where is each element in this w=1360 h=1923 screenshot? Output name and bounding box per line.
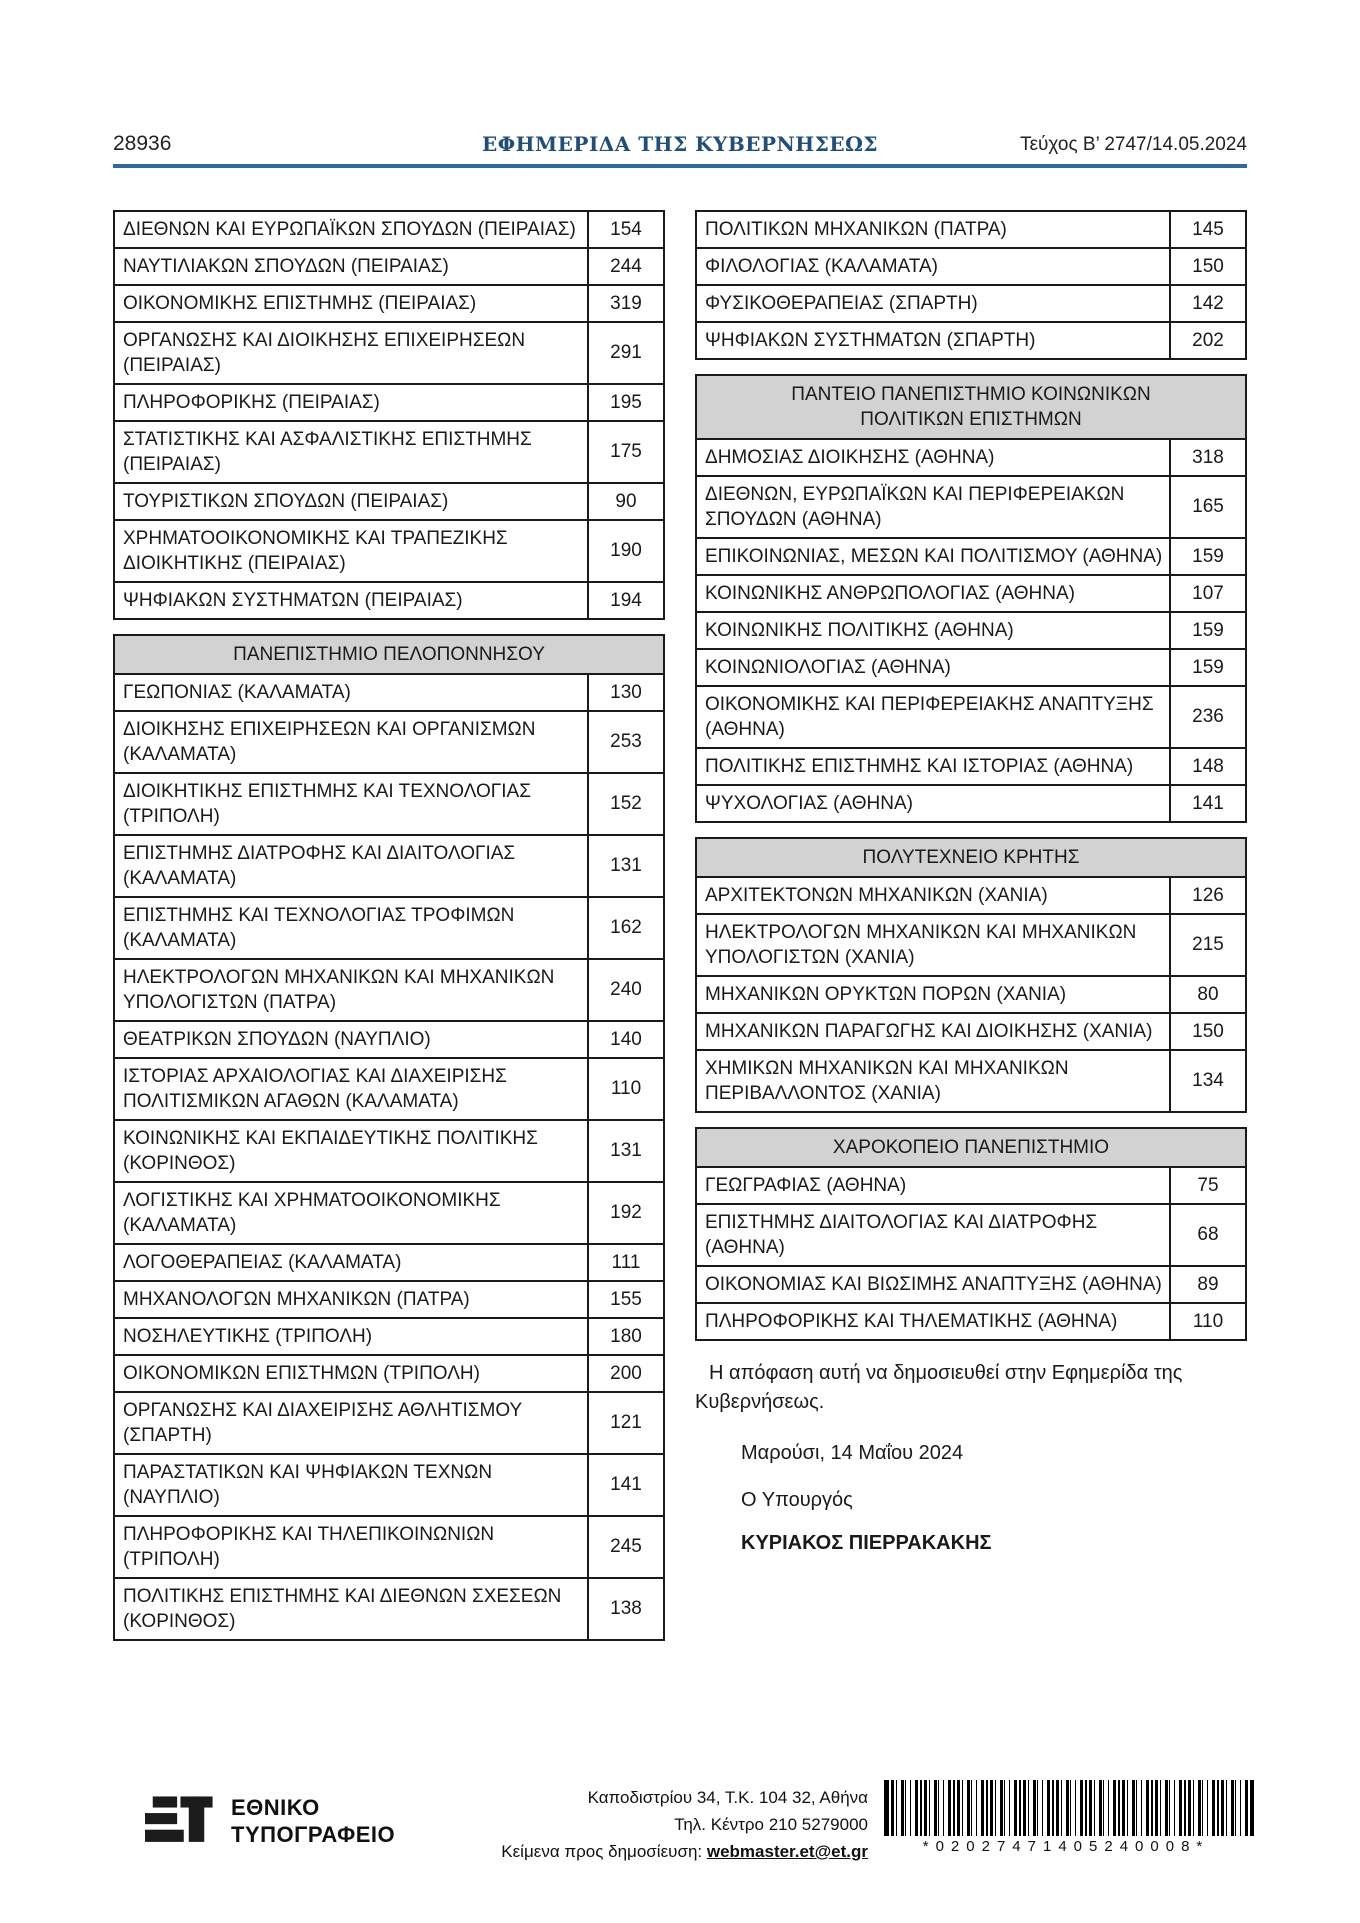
content-columns <box>113 210 1247 1655</box>
national-printing-house-logo <box>145 1782 395 1858</box>
admissions-count: 180 <box>587 1319 663 1354</box>
department-name: ΕΠΙΣΤΗΜΗΣ ΔΙΑΤΡΟΦΗΣ ΚΑΙ ΔΙΑΙΤΟΛΟΓΙΑΣ (ΚΑΛΑΜΑΤΑ) <box>123 843 516 889</box>
department-name: ΚΟΙΝΩΝΙΟΛΟΓΙΑΣ (ΑΘΗΝΑ) <box>705 657 951 678</box>
submission-label: Κείμενα προς δημοσίευση: <box>501 1842 703 1861</box>
table-row <box>697 574 1245 611</box>
admissions-count: 80 <box>1169 977 1245 1012</box>
barcode-text: *02027471405240008* <box>922 1838 1210 1855</box>
table-row <box>697 284 1245 321</box>
department-name: ΕΠΙΚΟΙΝΩΝΙΑΣ, ΜΕΣΩΝ ΚΑΙ ΠΟΛΙΤΙΣΜΟΥ (ΑΘΗΝΑ) <box>705 546 1163 567</box>
admissions-count: 141 <box>587 1455 663 1515</box>
table-row <box>697 913 1245 975</box>
department-name: ΧΡΗΜΑΤΟΟΙΚΟΝΟΜΙΚΗΣ ΚΑΙ ΤΡΑΠΕΖΙΚΗΣ ΔΙΟΙΚΗΤΙΚΗΣ (ΠΕΙΡΑΙΑΣ) <box>123 528 508 574</box>
admissions-count: 142 <box>1169 286 1245 321</box>
department-name: ΔΗΜΟΣΙΑΣ ΔΙΟΙΚΗΣΗΣ (ΑΘΗΝΑ) <box>705 447 995 468</box>
department-name: ΗΛΕΚΤΡΟΛΟΓΩΝ ΜΗΧΑΝΙΚΩΝ ΚΑΙ ΜΗΧΑΝΙΚΩΝ ΥΠΟΛΟΓΙΣΤΩΝ (ΧΑΝΙΑ) <box>705 922 1137 968</box>
closing-block <box>695 1359 1247 1558</box>
admissions-count: 138 <box>587 1579 663 1639</box>
table-row <box>115 284 663 321</box>
department-name: ΔΙΕΘΝΩΝ, ΕΥΡΩΠΑΪΚΩΝ ΚΑΙ ΠΕΡΙΦΕΡΕΙΑΚΩΝ ΣΠΟΥΔΩΝ (ΑΘΗΝΑ) <box>705 484 1125 530</box>
table-row <box>115 581 663 618</box>
admissions-count: 190 <box>587 521 663 581</box>
left-column <box>113 210 665 1655</box>
table-row <box>697 212 1245 247</box>
table-row <box>697 878 1245 913</box>
admissions-count: 131 <box>587 1121 663 1181</box>
table-row <box>115 519 663 581</box>
admissions-count: 145 <box>1169 212 1245 247</box>
department-name: ΟΙΚΟΝΟΜΙΚΩΝ ΕΠΙΣΤΗΜΩΝ (ΤΡΙΠΟΛΗ) <box>123 1363 480 1384</box>
admissions-count: 159 <box>1169 650 1245 685</box>
table-row <box>115 896 663 958</box>
table-row <box>697 440 1245 475</box>
department-name: ΕΠΙΣΤΗΜΗΣ ΔΙΑΙΤΟΛΟΓΙΑΣ ΚΑΙ ΔΙΑΤΡΟΦΗΣ (ΑΘΗΝΑ) <box>705 1212 1098 1258</box>
university-section-table <box>695 837 1247 1113</box>
admissions-count: 244 <box>587 249 663 284</box>
footer-submission-line <box>448 1838 868 1865</box>
table-row <box>115 1057 663 1119</box>
table-row <box>697 611 1245 648</box>
section-rows <box>115 212 663 618</box>
admissions-count: 107 <box>1169 576 1245 611</box>
table-row <box>115 1354 663 1391</box>
department-name: ΟΙΚΟΝΟΜΙΚΗΣ ΕΠΙΣΤΗΜΗΣ (ΠΕΙΡΑΙΑΣ) <box>123 293 477 314</box>
admissions-count: 111 <box>587 1245 663 1280</box>
gazette-title: ΕΦΗΜΕΡΙΔΑ ΤΗΣ ΚΥΒΕΡΝΗΣΕΩΣ <box>481 132 879 156</box>
table-row <box>115 1020 663 1057</box>
publisher-name-line1: ΕΘΝΙΚΟ <box>231 1795 320 1820</box>
table-row <box>115 482 663 519</box>
admissions-count: 240 <box>587 960 663 1020</box>
table-row <box>697 1302 1245 1339</box>
department-name: ΦΥΣΙΚΟΘΕΡΑΠΕΙΑΣ (ΣΠΑΡΤΗ) <box>705 293 978 314</box>
masthead <box>113 128 1247 162</box>
signatory-name: ΚΥΡΙΑΚΟΣ ΠΙΕΡΡΑΚΑΚΗΣ <box>741 1532 992 1554</box>
department-name: ΘΕΑΤΡΙΚΩΝ ΣΠΟΥΔΩΝ (ΝΑΥΠΛΙΟ) <box>123 1029 431 1050</box>
admissions-count: 126 <box>1169 878 1245 913</box>
university-section-header: ΠΑΝΕΠΙΣΤΗΜΙΟ ΠΕΛΟΠΟΝΝΗΣΟΥ <box>115 636 663 675</box>
table-row <box>697 784 1245 821</box>
table-row <box>697 1012 1245 1049</box>
table-row <box>697 685 1245 747</box>
issue-info: Τεύχος Β’ 2747/14.05.2024 <box>1020 134 1247 155</box>
admissions-count: 131 <box>587 836 663 896</box>
university-section-table <box>113 210 665 620</box>
admissions-count: 215 <box>1169 915 1245 975</box>
admissions-count: 245 <box>587 1517 663 1577</box>
footer-phone: Τηλ. Κέντρο 210 5279000 <box>674 1815 868 1834</box>
table-row <box>115 1119 663 1181</box>
admissions-count: 165 <box>1169 477 1245 537</box>
table-row <box>115 710 663 772</box>
department-name: ΜΗΧΑΝΙΚΩΝ ΟΡΥΚΤΩΝ ΠΟΡΩΝ (ΧΑΝΙΑ) <box>705 984 1067 1005</box>
place-and-date: Μαρούσι, 14 Μαΐου 2024 <box>741 1442 964 1464</box>
table-row <box>697 1203 1245 1265</box>
publisher-name-line2: ΤΥΠΟΓΡΑΦΕΙΟ <box>231 1822 396 1847</box>
page-number: 28936 <box>113 132 172 155</box>
section-rows <box>697 440 1245 821</box>
department-name: ΠΑΡΑΣΤΑΤΙΚΩΝ ΚΑΙ ΨΗΦΙΑΚΩΝ ΤΕΧΝΩΝ (ΝΑΥΠΛΙΟ) <box>123 1462 493 1508</box>
table-row <box>115 1181 663 1243</box>
table-row <box>115 834 663 896</box>
department-name: ΛΟΓΟΘΕΡΑΠΕΙΑΣ (ΚΑΛΑΜΑΤΑ) <box>123 1252 402 1273</box>
table-row <box>115 1391 663 1453</box>
table-row <box>697 321 1245 358</box>
admissions-count: 155 <box>587 1282 663 1317</box>
admissions-count: 200 <box>587 1356 663 1391</box>
admissions-count: 75 <box>1169 1168 1245 1203</box>
department-name: ΣΤΑΤΙΣΤΙΚΗΣ ΚΑΙ ΑΣΦΑΛΙΣΤΙΚΗΣ ΕΠΙΣΤΗΜΗΣ (ΠΕΙΡΑΙΑΣ) <box>123 429 532 475</box>
university-section-table <box>113 634 665 1641</box>
department-name: ΟΡΓΑΝΩΣΗΣ ΚΑΙ ΔΙΟΙΚΗΣΗΣ ΕΠΙΧΕΙΡΗΣΕΩΝ (ΠΕΙΡΑΙΑΣ) <box>123 330 526 376</box>
department-name: ΨΥΧΟΛΟΓΙΑΣ (ΑΘΗΝΑ) <box>705 793 913 814</box>
department-name: ΝΟΣΗΛΕΥΤΙΚΗΣ (ΤΡΙΠΟΛΗ) <box>123 1326 373 1347</box>
admissions-count: 318 <box>1169 440 1245 475</box>
table-row <box>115 321 663 383</box>
signatory-title: Ο Υπουργός <box>741 1489 853 1511</box>
department-name: ΔΙΟΙΚΗΣΗΣ ΕΠΙΧΕΙΡΗΣΕΩΝ ΚΑΙ ΟΡΓΑΝΙΣΜΩΝ (ΚΑΛΑΜΑΤΑ) <box>123 719 536 765</box>
table-row <box>115 383 663 420</box>
table-row <box>697 475 1245 537</box>
admissions-count: 291 <box>587 323 663 383</box>
department-name: ΚΟΙΝΩΝΙΚΗΣ ΚΑΙ ΕΚΠΑΙΔΕΥΤΙΚΗΣ ΠΟΛΙΤΙΚΗΣ (ΚΟΡΙΝΘΟΣ) <box>123 1128 538 1174</box>
admissions-count: 150 <box>1169 1014 1245 1049</box>
department-name: ΚΟΙΝΩΝΙΚΗΣ ΑΝΘΡΩΠΟΛΟΓΙΑΣ (ΑΘΗΝΑ) <box>705 583 1075 604</box>
admissions-count: 154 <box>587 212 663 247</box>
admissions-count: 89 <box>1169 1267 1245 1302</box>
department-name: ΠΟΛΙΤΙΚΩΝ ΜΗΧΑΝΙΚΩΝ (ΠΑΤΡΑ) <box>705 219 1007 240</box>
publisher-name <box>231 1782 395 1848</box>
admissions-count: 159 <box>1169 539 1245 574</box>
department-name: ΓΕΩΠΟΝΙΑΣ (ΚΑΛΑΜΑΤΑ) <box>123 682 351 703</box>
table-row <box>697 648 1245 685</box>
barcode-image <box>884 1780 1254 1836</box>
admissions-count: 134 <box>1169 1051 1245 1111</box>
table-row <box>115 247 663 284</box>
admissions-count: 130 <box>587 675 663 710</box>
footer-contact-info <box>448 1784 868 1865</box>
table-row <box>697 975 1245 1012</box>
department-name: ΨΗΦΙΑΚΩΝ ΣΥΣΤΗΜΑΤΩΝ (ΣΠΑΡΤΗ) <box>705 330 1036 351</box>
department-name: ΑΡΧΙΤΕΚΤΟΝΩΝ ΜΗΧΑΝΙΚΩΝ (ΧΑΝΙΑ) <box>705 885 1048 906</box>
right-sections <box>695 210 1247 1341</box>
admissions-count: 140 <box>587 1022 663 1057</box>
department-name: ΠΟΛΙΤΙΚΗΣ ΕΠΙΣΤΗΜΗΣ ΚΑΙ ΙΣΤΟΡΙΑΣ (ΑΘΗΝΑ) <box>705 756 1134 777</box>
university-section-header: ΠΟΛΥΤΕΧΝΕΙΟ ΚΡΗΤΗΣ <box>697 839 1245 878</box>
table-row <box>697 747 1245 784</box>
admissions-count: 68 <box>1169 1205 1245 1265</box>
admissions-count: 159 <box>1169 613 1245 648</box>
department-name: ΟΡΓΑΝΩΣΗΣ ΚΑΙ ΔΙΑΧΕΙΡΙΣΗΣ ΑΘΛΗΤΙΣΜΟΥ (ΣΠΑΡΤΗ) <box>123 1400 522 1446</box>
table-row <box>697 247 1245 284</box>
department-name: ΜΗΧΑΝΙΚΩΝ ΠΑΡΑΓΩΓΗΣ ΚΑΙ ΔΙΟΙΚΗΣΗΣ (ΧΑΝΙΑ) <box>705 1021 1153 1042</box>
submission-email-link[interactable]: webmaster.et@et.gr <box>706 1842 868 1861</box>
table-row <box>697 1049 1245 1111</box>
department-name: ΠΛΗΡΟΦΟΡΙΚΗΣ ΚΑΙ ΤΗΛΕΠΙΚΟΙΝΩΝΙΩΝ (ΤΡΙΠΟΛΗ) <box>123 1524 495 1570</box>
department-name: ΧΗΜΙΚΩΝ ΜΗΧΑΝΙΚΩΝ ΚΑΙ ΜΗΧΑΝΙΚΩΝ ΠΕΡΙΒΑΛΛΟΝΤΟΣ (ΧΑΝΙΑ) <box>705 1058 1069 1104</box>
department-name: ΕΠΙΣΤΗΜΗΣ ΚΑΙ ΤΕΧΝΟΛΟΓΙΑΣ ΤΡΟΦΙΜΩΝ (ΚΑΛΑΜΑΤΑ) <box>123 905 515 951</box>
masthead-rule <box>113 164 1247 168</box>
section-rows <box>697 878 1245 1111</box>
university-section-table <box>695 210 1247 360</box>
admissions-count: 90 <box>587 484 663 519</box>
department-name: ΙΣΤΟΡΙΑΣ ΑΡΧΑΙΟΛΟΓΙΑΣ ΚΑΙ ΔΙΑΧΕΙΡΙΣΗΣ ΠΟΛΙΤΙΣΜΙΚΩΝ ΑΓΑΘΩΝ (ΚΑΛΑΜΑΤΑ) <box>123 1066 507 1112</box>
university-section-header: ΠΑΝΤΕΙΟ ΠΑΝΕΠΙΣΤΗΜΙΟ ΚΟΙΝΩΝΙΚΩΝ ΠΟΛΙΤΙΚΩΝ ΕΠΙΣΤΗΜΩΝ <box>697 376 1245 440</box>
admissions-count: 152 <box>587 774 663 834</box>
table-row <box>697 1265 1245 1302</box>
department-name: ΗΛΕΚΤΡΟΛΟΓΩΝ ΜΗΧΑΝΙΚΩΝ ΚΑΙ ΜΗΧΑΝΙΚΩΝ ΥΠΟΛΟΓΙΣΤΩΝ (ΠΑΤΡΑ) <box>123 967 555 1013</box>
admissions-count: 150 <box>1169 249 1245 284</box>
admissions-count: 236 <box>1169 687 1245 747</box>
barcode-block <box>884 1780 1248 1855</box>
table-row <box>115 1577 663 1639</box>
admissions-count: 148 <box>1169 749 1245 784</box>
department-name: ΛΟΓΙΣΤΙΚΗΣ ΚΑΙ ΧΡΗΜΑΤΟΟΙΚΟΝΟΜΙΚΗΣ (ΚΑΛΑΜΑΤΑ) <box>123 1190 501 1236</box>
section-rows <box>697 212 1245 358</box>
admissions-count: 175 <box>587 422 663 482</box>
university-section-table <box>695 1127 1247 1341</box>
table-row <box>115 675 663 710</box>
department-name: ΟΙΚΟΝΟΜΙΑΣ ΚΑΙ ΒΙΩΣΙΜΗΣ ΑΝΑΠΤΥΞΗΣ (ΑΘΗΝΑ) <box>705 1274 1162 1295</box>
footer-address: Καποδιστρίου 34, Τ.Κ. 104 32, Αθήνα <box>587 1788 868 1807</box>
university-section-table <box>695 374 1247 823</box>
table-row <box>697 537 1245 574</box>
admissions-count: 192 <box>587 1183 663 1243</box>
admissions-count: 319 <box>587 286 663 321</box>
table-row <box>115 1453 663 1515</box>
admissions-count: 141 <box>1169 786 1245 821</box>
right-column <box>695 210 1247 1655</box>
department-name: ΨΗΦΙΑΚΩΝ ΣΥΣΤΗΜΑΤΩΝ (ΠΕΙΡΑΙΑΣ) <box>123 590 463 611</box>
admissions-count: 194 <box>587 583 663 618</box>
department-name: ΔΙΟΙΚΗΤΙΚΗΣ ΕΠΙΣΤΗΜΗΣ ΚΑΙ ΤΕΧΝΟΛΟΓΙΑΣ (ΤΡΙΠΟΛΗ) <box>123 781 531 827</box>
section-rows <box>115 675 663 1639</box>
department-name: ΔΙΕΘΝΩΝ ΚΑΙ ΕΥΡΩΠΑΪΚΩΝ ΣΠΟΥΔΩΝ (ΠΕΙΡΑΙΑΣ) <box>123 219 576 240</box>
university-section-header: ΧΑΡΟΚΟΠΕΙΟ ΠΑΝΕΠΙΣΤΗΜΙΟ <box>697 1129 1245 1168</box>
department-name: ΓΕΩΓΡΑΦΙΑΣ (ΑΘΗΝΑ) <box>705 1175 907 1196</box>
admissions-count: 253 <box>587 712 663 772</box>
table-row <box>115 212 663 247</box>
admissions-count: 195 <box>587 385 663 420</box>
department-name: ΠΛΗΡΟΦΟΡΙΚΗΣ ΚΑΙ ΤΗΛΕΜΑΤΙΚΗΣ (ΑΘΗΝΑ) <box>705 1311 1118 1332</box>
admissions-count: 202 <box>1169 323 1245 358</box>
department-name: ΝΑΥΤΙΛΙΑΚΩΝ ΣΠΟΥΔΩΝ (ΠΕΙΡΑΙΑΣ) <box>123 256 449 277</box>
table-row <box>115 420 663 482</box>
department-name: ΠΛΗΡΟΦΟΡΙΚΗΣ (ΠΕΙΡΑΙΑΣ) <box>123 392 380 413</box>
admissions-count: 121 <box>587 1393 663 1453</box>
table-row <box>115 1243 663 1280</box>
admissions-count: 162 <box>587 898 663 958</box>
admissions-count: 110 <box>1169 1304 1245 1339</box>
department-name: ΜΗΧΑΝΟΛΟΓΩΝ ΜΗΧΑΝΙΚΩΝ (ΠΑΤΡΑ) <box>123 1289 470 1310</box>
publication-clause: Η απόφαση αυτή να δημοσιευθεί στην Εφημερίδα της Κυβερνήσεως. <box>695 1362 1183 1413</box>
department-name: ΚΟΙΝΩΝΙΚΗΣ ΠΟΛΙΤΙΚΗΣ (ΑΘΗΝΑ) <box>705 620 1014 641</box>
table-row <box>115 1280 663 1317</box>
department-name: ΤΟΥΡΙΣΤΙΚΩΝ ΣΠΟΥΔΩΝ (ΠΕΙΡΑΙΑΣ) <box>123 491 449 512</box>
left-sections <box>113 210 665 1641</box>
table-row <box>115 1515 663 1577</box>
department-name: ΟΙΚΟΝΟΜΙΚΗΣ ΚΑΙ ΠΕΡΙΦΕΡΕΙΑΚΗΣ ΑΝΑΠΤΥΞΗΣ (ΑΘΗΝΑ) <box>705 694 1154 740</box>
department-name: ΦΙΛΟΛΟΓΙΑΣ (ΚΑΛΑΜΑΤΑ) <box>705 256 939 277</box>
admissions-count: 110 <box>587 1059 663 1119</box>
table-row <box>115 958 663 1020</box>
table-row <box>115 1317 663 1354</box>
table-row <box>697 1168 1245 1203</box>
department-name: ΠΟΛΙΤΙΚΗΣ ΕΠΙΣΤΗΜΗΣ ΚΑΙ ΔΙΕΘΝΩΝ ΣΧΕΣΕΩΝ (ΚΟΡΙΝΘΟΣ) <box>123 1586 562 1632</box>
et-logo-icon <box>145 1782 217 1858</box>
section-rows <box>697 1168 1245 1339</box>
table-row <box>115 772 663 834</box>
